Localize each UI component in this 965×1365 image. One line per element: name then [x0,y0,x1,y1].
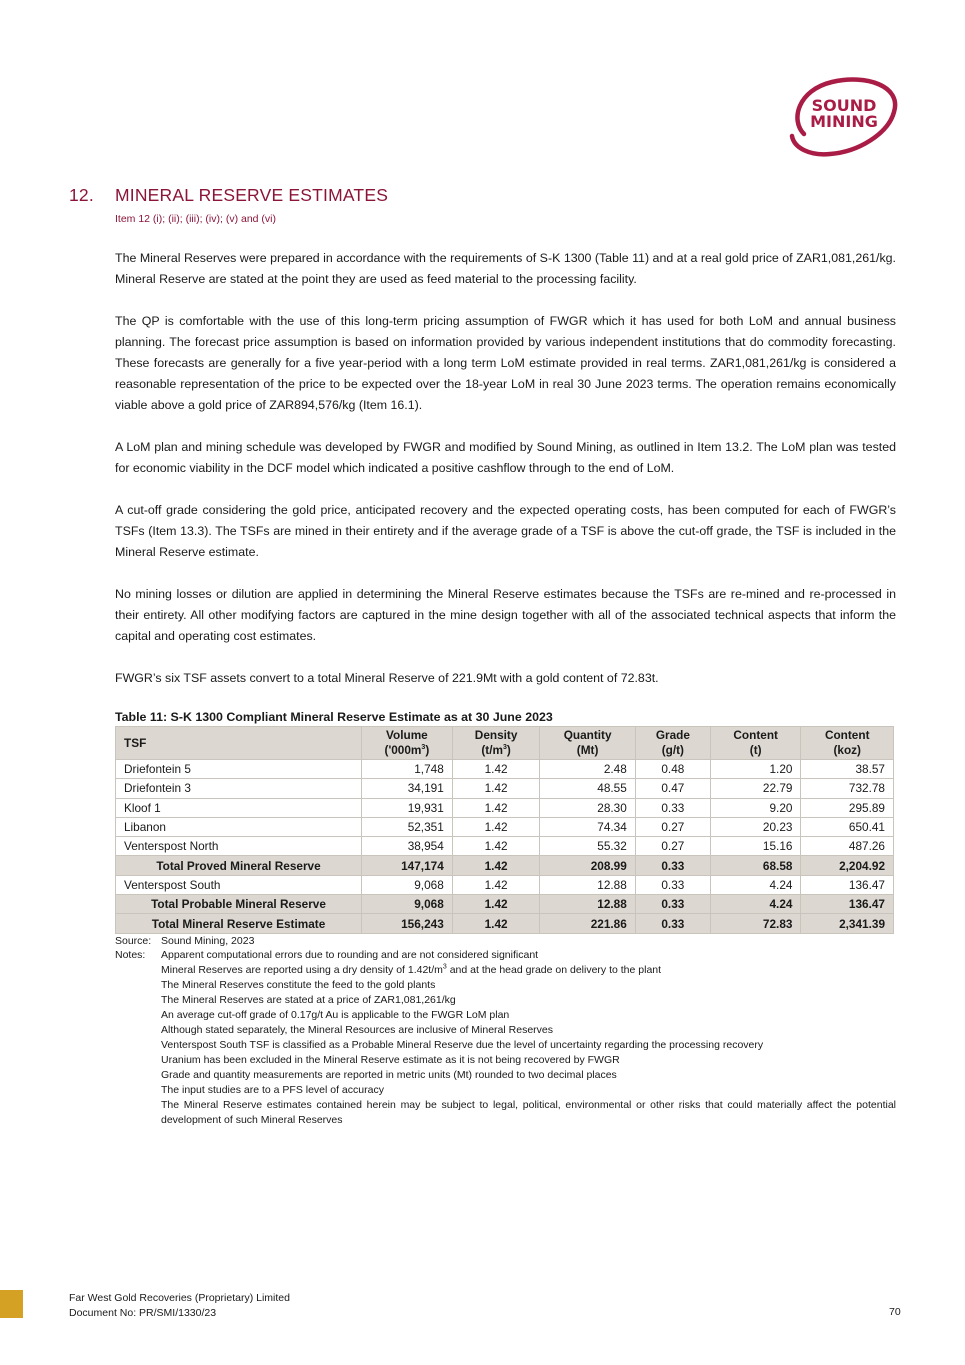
note-item: An average cut-off grade of 0.17g/t Au is applicable to the FWGR LoM plan [161,1009,510,1021]
paragraph: FWGR’s six TSF assets convert to a total Mineral Reserve of 221.9Mt with a gold content of 72.83t. [115,671,659,685]
note-item: Mineral Reserves are reported using a dry density of $1.42t/m^3$ and at the head grade on delivery to the plant [161,963,662,976]
table-total-row: Total Probable Mineral Reserve 9,068 1.42 12.88 0.33 4.24 136.47 [116,895,894,914]
table-total-row: Total Mineral Reserve Estimate 156,243 1.42 221.86 0.33 72.83 2,341.39 [116,914,894,933]
paragraph: No mining losses or dilution are applied in determining the Mineral Reserve estimates because the TSFs are re-mined and re-processed in their entirety. All other modifying factors are captured in the mine design together with all of the associated technical aspects that inform the capital and operating cost estimates. [115,587,896,643]
header-density: Density $(t/m^3)$ [452,727,540,760]
source-text: Sound Mining, 2023 [161,935,255,947]
note-item: The input studies are to a PFS level of accuracy [161,1084,384,1096]
table-row: Venterspost North 38,954 1.42 55.32 0.27 15.16 487.26 [116,837,894,856]
table-header-row [116,727,894,760]
footer-company: Far West Gold Recoveries (Proprietary) Limited [69,1292,290,1304]
page-number: 70 [889,1306,901,1318]
paragraph: The Mineral Reserves were prepared in accordance with the requirements of S-K 1300 (Table 11) and at a real gold price of ZAR1,081,261/kg. Mineral Reserve are stated at the point they are used as feed material to the processing facility. [115,251,896,286]
note-item: Venterspost South TSF is classified as a Probable Mineral Reserve due the level of uncertainty regarding the processing recovery [161,1039,764,1051]
notes-label: Notes: [115,949,146,961]
source-label: Source: [115,935,152,947]
table-row: Libanon 52,351 1.42 74.34 0.27 20.23 650.41 [116,817,894,836]
logo-line2: MINING [810,112,878,131]
header-content-koz: Content (koz) [801,727,894,760]
header-content-t: Content (t) [710,727,801,760]
note-item: The Mineral Reserves constitute the feed to the gold plants [161,979,436,991]
footer-accent-bar [0,1290,23,1318]
table-notes [115,948,896,1128]
table-row: Venterspost South 9,068 1.42 12.88 0.33 4.24 136.47 [116,875,894,894]
footer-document-number: Document No: PR/SMI/1330/23 [69,1307,217,1319]
paragraph: A cut-off grade considering the gold price, anticipated recovery and the expected operating costs, has been computed for each of FWGR’s TSFs (Item 13.3). The TSFs are mined in their entirety and if the average grade of a TSF is above the cut-off grade, the TSF is included in the Mineral Reserve estimate. [115,503,896,559]
section-heading [69,185,388,206]
note-item: Apparent computational errors due to rounding and are not considered significant [161,949,539,961]
table-source [115,934,254,949]
header-volume: Volume $('000m^3)$ [362,727,453,760]
table-row: Driefontein 3 34,191 1.42 48.55 0.47 22.79 732.78 [116,779,894,798]
paragraph: The QP is comfortable with the use of this long-term pricing assumption of FWGR which it has used for both LoM and annual business planning. The forecast price assumption is based on information provided by various independent institutions that do commodity forecasting. These forecasts are generally for a five year-period with a long term LoM estimate provided in real terms. ZAR1,081,261/kg is considered a reasonable representation of the price to be expected over the 18-year LoM in real 30 June 2023 terms. The operation remains economically viable above a gold price of ZAR894,576/kg (Item 16.1). [115,314,896,412]
note-item: Grade and quantity measurements are reported in metric units (Mt) rounded to two decimal places [161,1069,617,1081]
header-quantity: Quantity (Mt) [540,727,635,760]
note-item: Although stated separately, the Mineral Resources are inclusive of Mineral Reserves [161,1024,553,1036]
mineral-reserve-table [115,726,894,934]
logo-line1: SOUND [811,96,877,115]
section-title: MINERAL RESERVE ESTIMATES [115,185,389,205]
table-caption: Table 11: S-K 1300 Compliant Mineral Reserve Estimate as at 30 June 2023 [115,710,553,724]
table-row: Driefontein 5 1,748 1.42 2.48 0.48 1.20 38.57 [116,760,894,779]
table-row: Kloof 1 19,931 1.42 28.30 0.33 9.20 295.89 [116,798,894,817]
sound-mining-logo [786,76,900,158]
note-item: The Mineral Reserves are stated at a price of ZAR1,081,261/kg [161,994,456,1006]
table-total-row: Total Proved Mineral Reserve 147,174 1.42 208.99 0.33 68.58 2,204.92 [116,856,894,875]
note-item: Uranium has been excluded in the Mineral Reserve estimate as it is not being recovered by FWGR [161,1054,620,1066]
note-item: The Mineral Reserve estimates contained herein may be subject to legal, political, environmental or other risks that could materially affect the potential development of such Mineral Reserves [161,1099,896,1126]
item-reference: Item 12 (i); (ii); (iii); (iv); (v) and (vi) [115,213,276,225]
footer [69,1291,290,1321]
body-text [115,248,896,710]
paragraph: A LoM plan and mining schedule was developed by FWGR and modified by Sound Mining, as outlined in Item 13.2. The LoM plan was tested for economic viability in the DCF model which indicated a positive cashflow through to the end of LoM. [115,440,896,475]
header-tsf: TSF [116,727,362,760]
header-grade: Grade (g/t) [635,727,710,760]
section-number: 12. [69,185,94,205]
